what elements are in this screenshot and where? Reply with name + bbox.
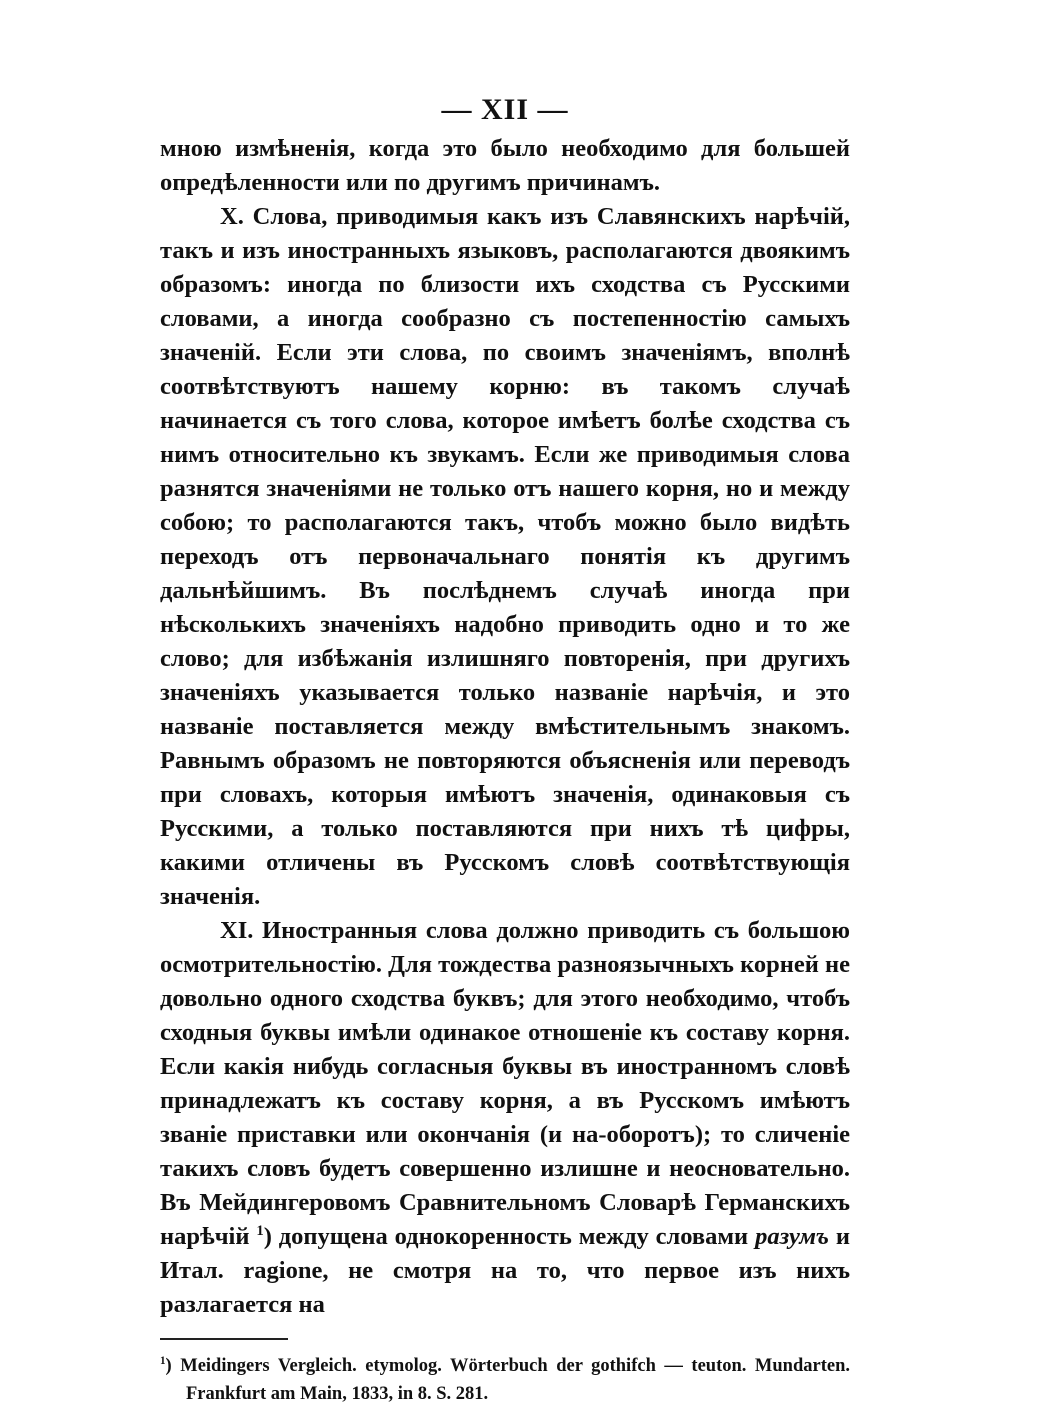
section-xi-text-middle: ) допущена однокоренность между словами bbox=[263, 1223, 749, 1250]
body-text bbox=[160, 132, 850, 1322]
section-xi-text-before: XI. Иностранныя слова должно приводить съ большою осмотрительностію. Для тождества разноязычныхъ корней не довольно одного сходства буквъ; для этого необходимо, чтобъ сходныя буквы имѣли одинакое отношеніе къ составу корня. Если какія нибудь согласныя буквы въ иностранномъ словѣ принадлежатъ къ составу корня, а въ Русскомъ имѣютъ званіе приставки или окончанія (и на-оборотъ); то сличеніе такихъ словъ будетъ совершенно излишне и неосновательно. Въ Мейдингеровомъ Сравнительномъ Словарѣ Германскихъ нарѣчій bbox=[160, 917, 850, 1250]
book-page bbox=[160, 92, 850, 1408]
section-xi-text-after: и Итал. ragione, не смотря на то, что первое изъ нихъ разлагается на bbox=[160, 1223, 851, 1318]
italic-word: разумъ bbox=[755, 1223, 829, 1250]
paragraph-continuation: мною измѣненія, когда это было необходимо для большей опредѣленности или по другимъ причинамъ. bbox=[160, 135, 850, 196]
page-number: — XII — bbox=[441, 93, 569, 126]
paragraph-section-x: X. Слова, приводимыя какъ изъ Славянскихъ нарѣчій, такъ и изъ иностранныхъ языковъ, располагаются двоякимъ образомъ: иногда по близости ихъ сходства съ Русскими словами, а иногда сообразно съ постепенностію самыхъ значеній. Если эти слова, по своимъ значеніямъ, вполнѣ соотвѣтствуютъ нашему корню: въ такомъ случаѣ начинается съ того слова, которое имѣетъ болѣе сходства съ нимъ относительно къ звукамъ. Если же приводимыя слова разнятся значеніями не только отъ нашего корня, но и между собою; то располагаются такъ, чтобъ можно было видѣть переходъ отъ первоначальнаго понятія къ другимъ дальнѣйшимъ. Въ послѣднемъ случаѣ иногда при нѣсколькихъ значеніяхъ надобно приводить одно и то же слово; для избѣжанія излишняго повторенія, при другихъ значеніяхъ указывается только названіе нарѣчія, и это названіе поставляется между вмѣстительнымъ знакомъ. Равнымъ образомъ не повторяются объясненія или переводъ при словахъ, которыя имѣютъ значенія, одинаковыя съ Русскими, а только поставляются при нихъ тѣ цифры, какими отличены въ Русскомъ словѣ соотвѣтствующія значенія. bbox=[160, 203, 850, 910]
footnote-divider bbox=[160, 1338, 288, 1340]
footnote-reference: 1 bbox=[256, 1222, 264, 1239]
paragraph-section-xi bbox=[160, 914, 850, 1322]
footnote-text: ) Meidingers Vergleich. etymolog. Wörterbuch der gothifch — teuton. Mundarten. Frankfurt am Main, 1833, in 8. S. 281. bbox=[165, 1356, 850, 1404]
footnote-marker: 1 bbox=[160, 1354, 166, 1367]
